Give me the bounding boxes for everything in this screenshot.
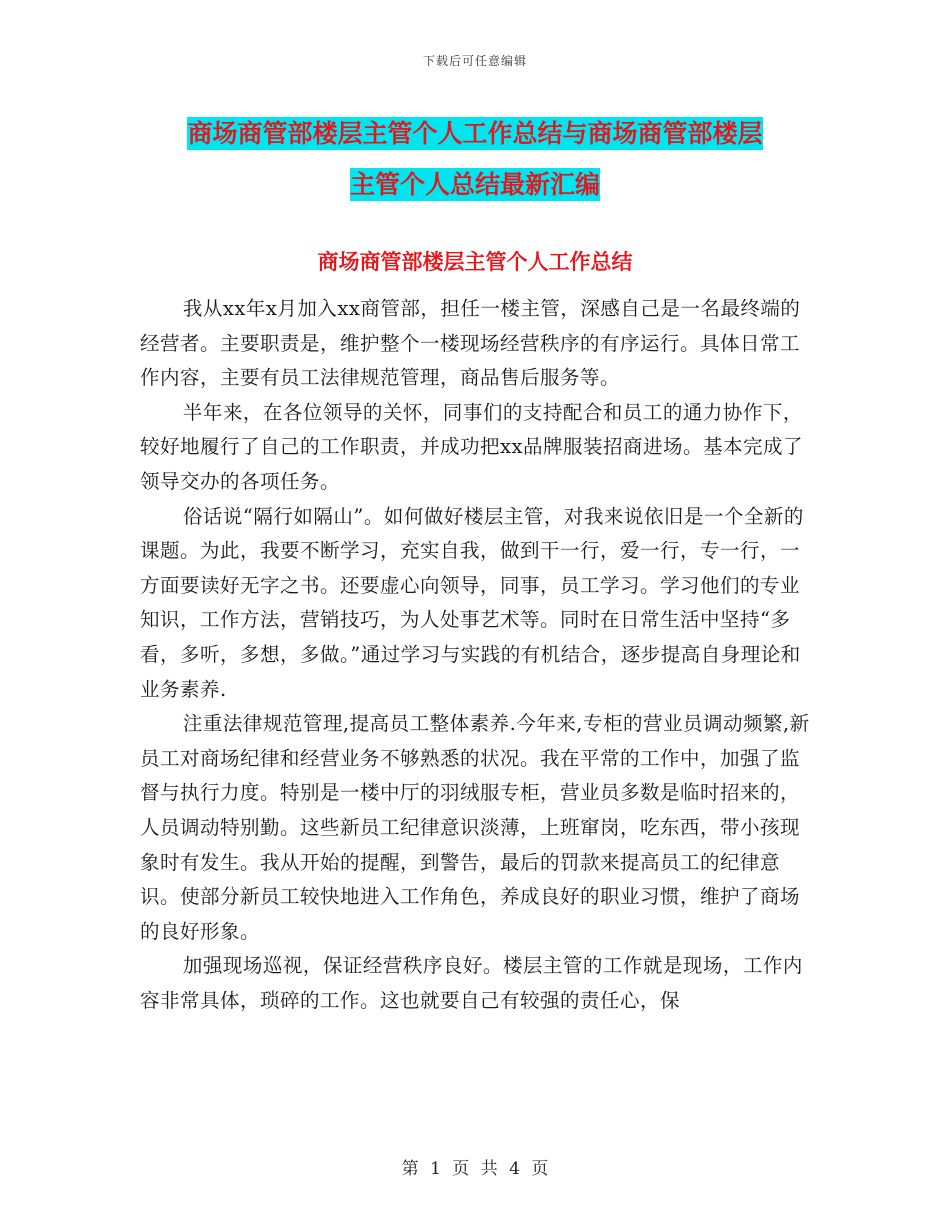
paragraph: 加强现场巡视，保证经营秩序良好。楼层主管的工作就是现场，工作内容非常具体，琐碎的工作。这也就要自己有较强的责任心，保	[140, 954, 803, 1012]
section-title: 商场商管部楼层主管个人工作总结	[317, 250, 633, 274]
paragraph: 我从xx年x月加入xx商管部，担任一楼主管，深感自己是一名最终端的经营者。主要职责是，维护整个一楼现场经营秩序的有序运行。具体日常工作内容，主要有员工法律规范管理，商品售后服务等。	[140, 297, 801, 390]
paragraph: 俗话说“隔行如隔山”。如何做好楼层主管，对我来说依旧是一个全新的课题。为此，我要不断学习，充实自我，做到干一行，爱一行，专一行，一方面要读好无字之书。还要虚心向领导，同事，员工学习。学习他们的专业知识，工作方法，营销技巧，为人处事艺术等。同时在日常生活中坚持“多看，多听，多想，多做。”通过学习与实践的有机结合，逐步提高自身理论和业务素养.	[140, 504, 804, 701]
paragraph: 注重法律规范管理,提高员工整体素养.今年来,专柜的营业员调动频繁,新员工对商场纪律和经营业务不够熟悉的状况。我在平常的工作中，加强了监督与执行力度。特别是一楼中厅的羽绒服专柜，营业员多数是临时招来的，人员调动特别勤。这些新员工纪律意识淡薄，上班窜岗，吃东西，带小孩现象时有发生。我从开始的提醒，到警告，最后的罚款来提高员工的纪律意识。使部分新员工较快地进入工作角色，养成良好的职业习惯，维护了商场的良好形象。	[140, 712, 810, 943]
page-footer: 第 1 页 共 4 页	[401, 1159, 549, 1179]
header-note: 下载后可任意编辑	[422, 54, 527, 68]
document-title-line-2: 主管个人总结最新汇编	[349, 170, 600, 199]
paragraph: 半年来，在各位领导的关怀，同事们的支持配合和员工的通力协作下，较好地履行了自己的工作职责，并成功把xx品牌服装招商进场。基本完成了领导交办的各项任务。	[140, 400, 803, 493]
body-text	[140, 292, 812, 1018]
document-title	[140, 108, 810, 210]
document-title-line-1: 商场商管部楼层主管个人工作总结与商场商管部楼层	[187, 119, 763, 148]
